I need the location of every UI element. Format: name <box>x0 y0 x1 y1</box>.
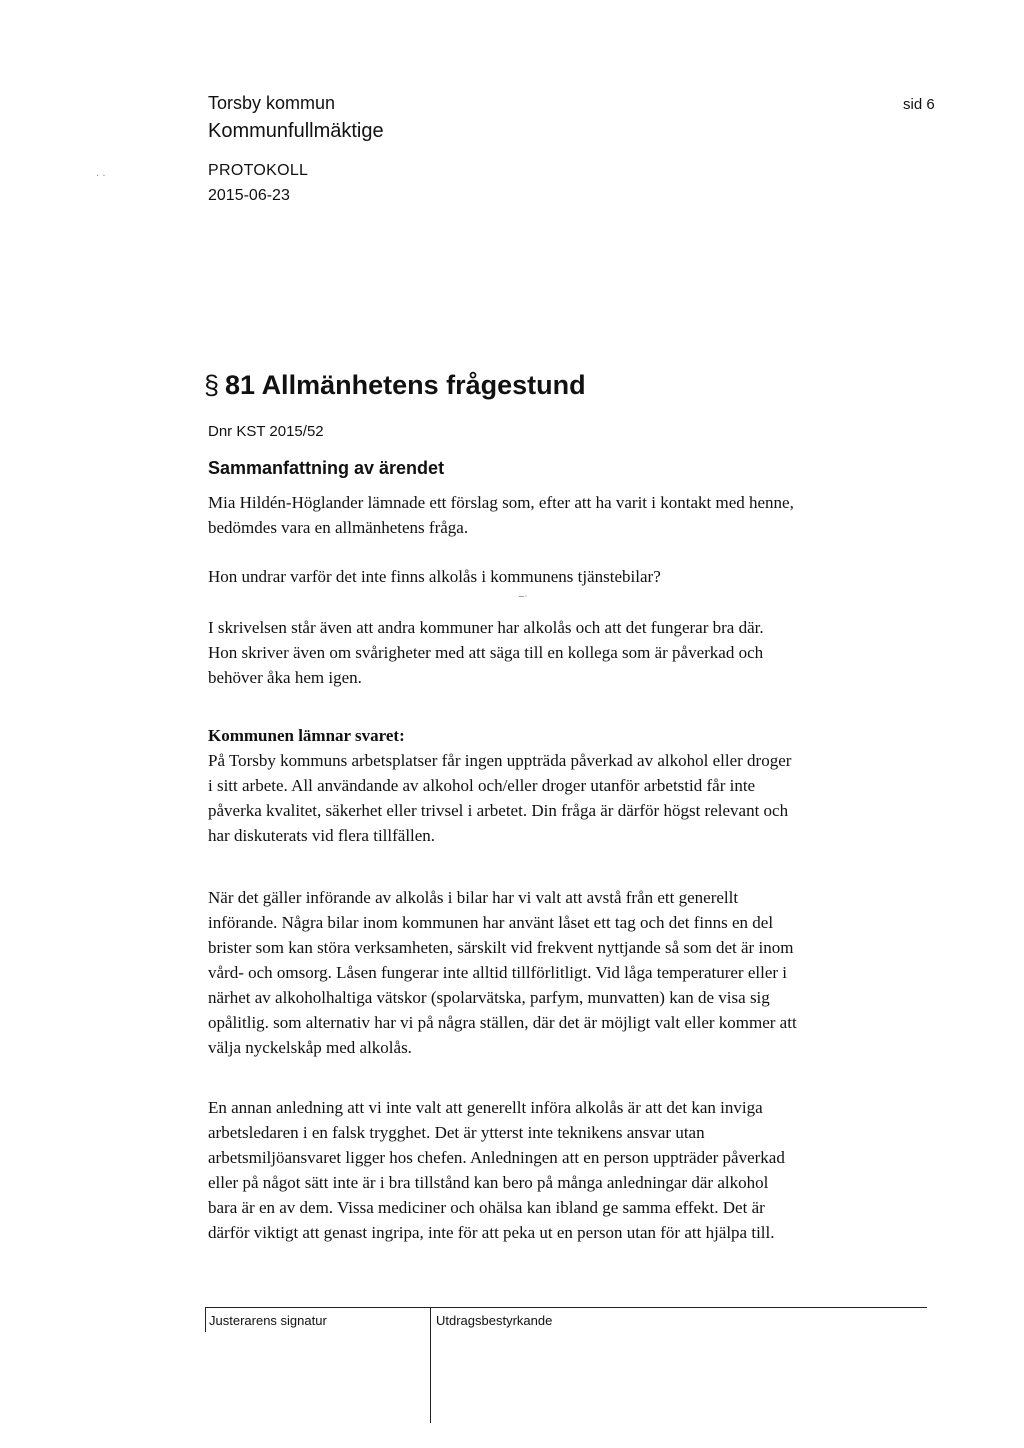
document-type: PROTOKOLL <box>208 162 309 179</box>
text-line: behöver åka hem igen. <box>208 668 362 687</box>
section-title-text: 81 Allmänhetens frågestund <box>225 370 586 400</box>
text-line: eller på något sätt inte är i bra tillstånd kan bero på många anledningar där alkohol <box>208 1173 769 1192</box>
text-line: I skrivelsen står även att andra kommuner har alkolås och att det fungerar bra där. <box>208 618 764 637</box>
text-line: välja nyckelskåp med alkolås. <box>208 1038 412 1057</box>
text-line: Hon skriver även om svårigheter med att säga till en kollega som är påverkad och <box>208 643 764 662</box>
council-name: Kommunfullmäktige <box>208 120 384 142</box>
extract-certification-label: Utdragsbestyrkande <box>436 1313 553 1328</box>
scan-artifact: ~· <box>518 592 528 601</box>
text-line: bara är en av dem. Vissa mediciner och ohälsa kan ibland ge samma effekt. Det är <box>208 1198 765 1217</box>
text-line: På Torsby kommuns arbetsplatser får ingen uppträda påverkad av alkohol eller droger <box>208 751 792 770</box>
text-line: påverka kvalitet, säkerhet eller trivsel i arbetet. Din fråga är därför högst relevant och <box>208 801 789 820</box>
section-title <box>204 370 586 401</box>
answer-heading: Kommunen lämnar svaret: <box>208 726 405 745</box>
text-line: införande. Några bilar inom kommunen har använt låset ett tag och det finns en del <box>208 913 774 932</box>
summary-paragraph <box>208 490 908 540</box>
text-line: har diskuterats vid flera tillfällen. <box>208 826 436 845</box>
text-line: En annan anledning att vi inte valt att generellt införa alkolås är att det kan inviga <box>208 1098 763 1117</box>
alcolock-paragraph <box>208 885 908 1060</box>
page-number: sid 6 <box>903 96 935 113</box>
text-line: brister som kan störa verksamheten, särskilt vid frekvent nyttjande så som det är inom <box>208 938 794 957</box>
scan-artifact: . . <box>96 168 106 179</box>
question-paragraph <box>208 564 908 589</box>
text-line: arbetsmiljöansvaret ligger hos chefen. Anledningen att en person uppträder påverkad <box>208 1148 785 1167</box>
reviewer-signature-label: Justerarens signatur <box>209 1313 327 1328</box>
letter-paragraph <box>208 615 908 690</box>
text-line: närhet av alkoholhaltiga vätskor (spolarvätska, parfym, munvatten) kan de visa sig <box>208 988 770 1007</box>
signature-divider <box>430 1307 431 1423</box>
text-line: därför viktigt att genast ingripa, inte för att peka ut en person utan för att hjälpa till. <box>208 1223 775 1242</box>
text-line: Mia Hildén-Höglander lämnade ett förslag som, efter att ha varit i kontakt med henne, <box>208 493 794 512</box>
text-line: Hon undrar varför det inte finns alkolås i kommunens tjänstebilar? <box>208 567 661 586</box>
section-symbol: § <box>204 370 220 400</box>
signature-divider <box>205 1307 206 1332</box>
organization-name: Torsby kommun <box>208 93 336 113</box>
text-line: arbetsledaren i en falsk trygghet. Det är ytterst inte teknikens ansvar utan <box>208 1123 705 1142</box>
signature-box <box>205 1307 927 1423</box>
text-line: vård- och omsorg. Låsen fungerar inte alltid tillförlitligt. Vid låga temperaturer eller i <box>208 963 787 982</box>
text-line: När det gäller införande av alkolås i bilar har vi valt att avstå från ett generellt <box>208 888 739 907</box>
signature-divider <box>205 1307 927 1308</box>
answer-paragraph <box>208 723 908 848</box>
case-number: Dnr KST 2015/52 <box>208 423 324 440</box>
other-reason-paragraph <box>208 1095 908 1245</box>
text-line: opålitlig. som alternativ har vi på några ställen, där det är möjligt valt eller kommer att <box>208 1013 797 1032</box>
text-line: bedömdes vara en allmänhetens fråga. <box>208 518 469 537</box>
text-line: i sitt arbete. All användande av alkohol och/eller droger utanför arbetstid får inte <box>208 776 756 795</box>
summary-heading: Sammanfattning av ärendet <box>208 458 445 478</box>
meeting-date: 2015-06-23 <box>208 187 290 204</box>
